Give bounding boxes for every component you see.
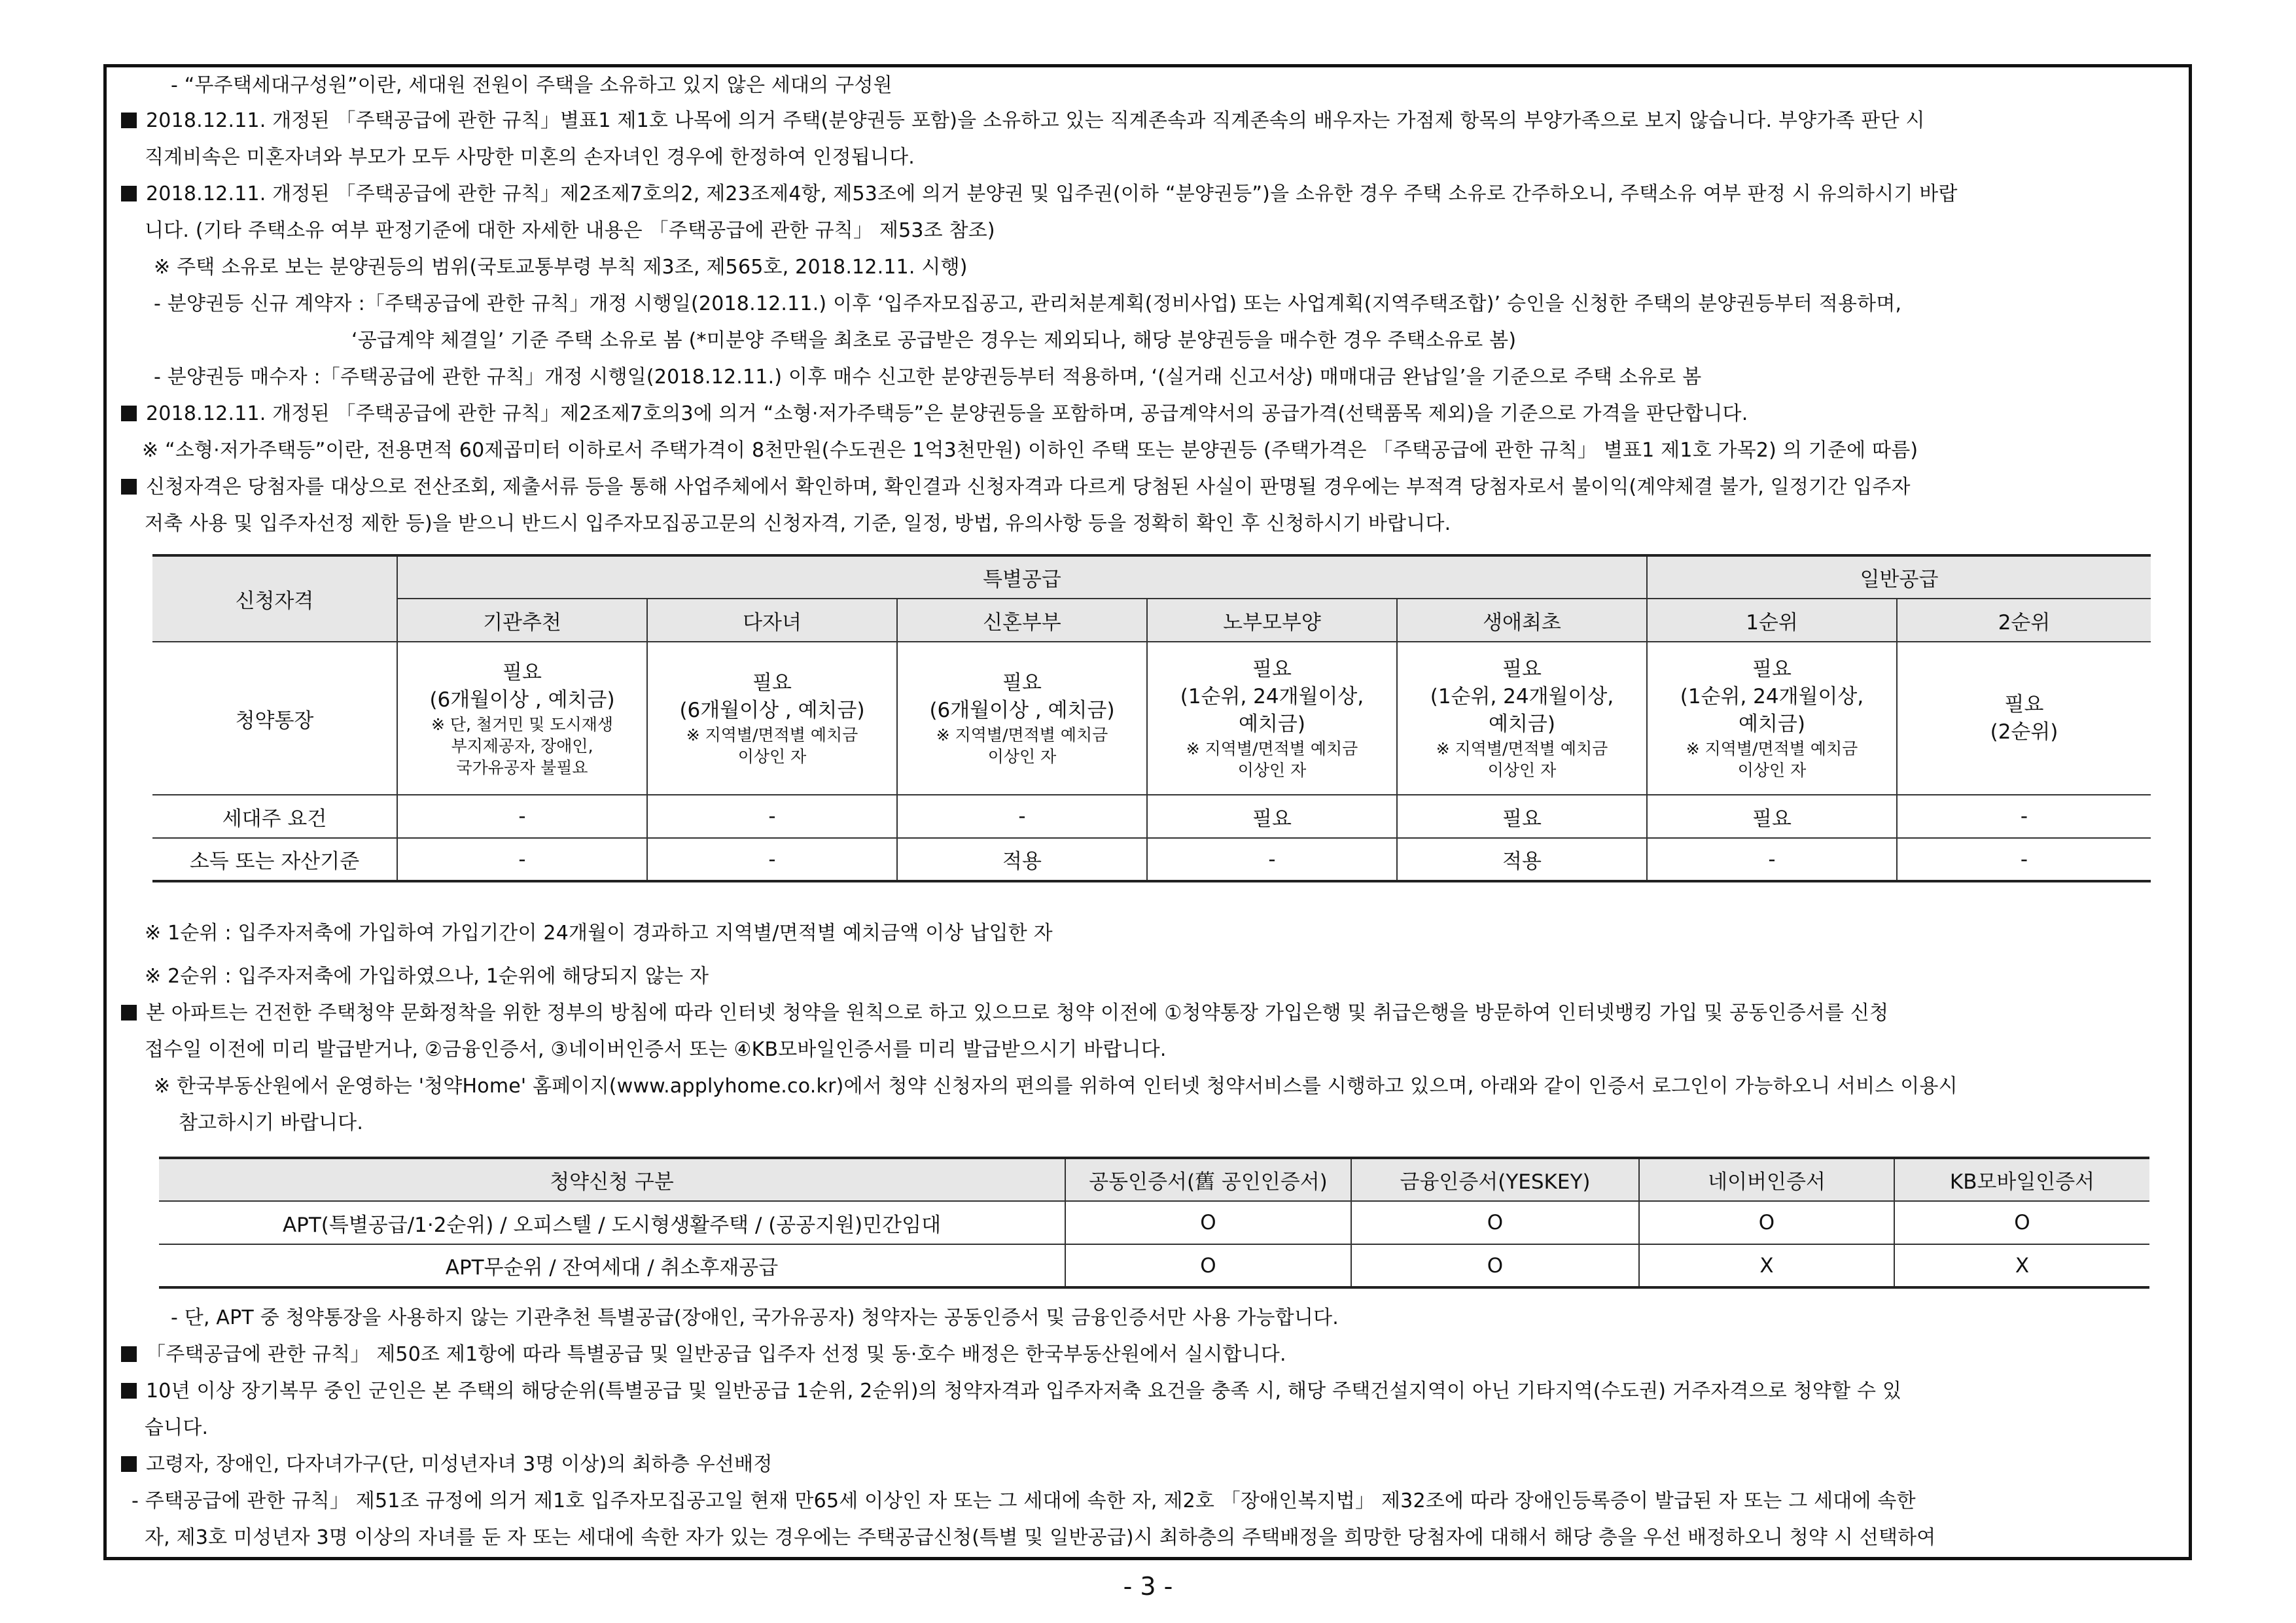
table-cell: -: [647, 838, 897, 881]
text-line: - “무주택세대구성원”이란, 세대원 전원이 주택을 소유하고 있지 않은 세대의 구성원: [171, 74, 892, 97]
table-cell: O: [1639, 1201, 1894, 1244]
bullet-line: 「주택공급에 관한 규칙」 제50조 제1항에 따라 특별공급 및 일반공급 입주자 선정 및 동·호수 배정은 한국부동산원에서 실시합니다.: [121, 1342, 1286, 1368]
header-special-supply: 특별공급: [397, 555, 1647, 599]
table-cell: 적용: [1397, 838, 1647, 881]
table-cell: X: [1894, 1244, 2149, 1287]
table-row: [159, 1201, 2149, 1244]
table-cell: 필요: [1147, 795, 1397, 838]
col-header: 생애최초: [1397, 599, 1647, 642]
table-row: [159, 1244, 2149, 1287]
page-number: - 3 -: [1123, 1572, 1173, 1601]
col-header: KB모바일인증서: [1894, 1158, 2149, 1201]
bullet-line: 2018.12.11. 개정된 「주택공급에 관한 규칙」제2조제7호의2, 제23조제4항, 제53조에 의거 분양권 및 입주권(이하 “분양권등”)을 소유한 경우 주택 소유로 간주하오니, 주택소유 여부 판정 시 유의하시기 바랍: [121, 181, 1958, 207]
col-header: 1순위: [1647, 599, 1897, 642]
row-label-income-assets: 소득 또는 자산기준: [152, 838, 397, 881]
col-header: 노부모부양: [1147, 599, 1397, 642]
note-line: ※ 주택 소유로 보는 분양권등의 범위(국토교통부령 부칙 제3조, 제565호, 2018.12.11. 시행): [154, 256, 968, 279]
eligibility-table: [152, 554, 2151, 882]
table-cell: O: [1351, 1201, 1639, 1244]
header-general-supply: 일반공급: [1647, 555, 2151, 599]
table-cell: O: [1351, 1244, 1639, 1287]
note-line: ※ 1순위 : 입주자저축에 가입하여 가입기간이 24개월이 경과하고 지역별/면적별 예치금액 이상 납입한 자: [145, 922, 1053, 945]
row-label-household-head: 세대주 요건: [152, 795, 397, 838]
table-cell: -: [1897, 795, 2151, 838]
certificate-table: [159, 1157, 2149, 1289]
text-line: - 분양권등 매수자 :「주택공급에 관한 규칙」개정 시행일(2018.12.11.) 이후 매수 신고한 분양권등부터 적용하며, ‘(실거래 신고서상) 매매대금 완납일’을 기준으로 주택 소유로 봄: [154, 366, 1702, 389]
bullet-line: 본 아파트는 건전한 주택청약 문화정착을 위한 정부의 방침에 따라 인터넷 청약을 원칙으로 하고 있으므로 청약 이전에 ①청약통장 가입은행 및 취급은행을 방문하여 인터넷뱅킹 가입 및 공동인증서를 신청: [121, 1000, 1888, 1026]
square-bullet-icon: [121, 406, 137, 421]
table-cell: -: [1647, 838, 1897, 881]
col-header: 청약신청 구분: [159, 1158, 1065, 1201]
square-bullet-icon: [121, 1383, 137, 1399]
table-cell: O: [1065, 1201, 1351, 1244]
bullet-line: 신청자격은 당첨자를 대상으로 전산조회, 제출서류 등을 통해 사업주체에서 확인하며, 확인결과 신청자격과 다르게 당첨된 사실이 판명될 경우에는 부적격 당첨자로서 불이익(계약체결 불가, 일정기간 입주자: [121, 474, 1911, 500]
table-cell: 필요 (6개월이상 , 예치금) ※ 지역별/면적별 예치금 이상인 자: [647, 642, 897, 795]
text-line: 자, 제3호 미성년자 3명 이상의 자녀를 둔 자 또는 세대에 속한 자가 있는 경우에는 주택공급신청(특별 및 일반공급)시 최하층의 주택배정을 희망한 당첨자에 대해서 해당 층을 우선 배정하오니 청약 시 선택하여: [145, 1526, 1936, 1549]
square-bullet-icon: [121, 186, 137, 201]
table-cell: APT무순위 / 잔여세대 / 취소후재공급: [159, 1244, 1065, 1287]
col-header: 다자녀: [647, 599, 897, 642]
table-cell: O: [1065, 1244, 1351, 1287]
header-eligibility: 신청자격: [152, 555, 397, 642]
note-line: ※ 한국부동산원에서 운영하는 '청약Home' 홈페이지(www.applyhome.co.kr)에서 청약 신청자의 편의를 위하여 인터넷 청약서비스를 시행하고 있으며, 아래와 같이 인증서 로그인이 가능하오니 서비스 이용시: [154, 1075, 1958, 1098]
bullet-line: 2018.12.11. 개정된 「주택공급에 관한 규칙」제2조제7호의3에 의거 “소형·저가주택등”은 분양권등을 포함하며, 공급계약서의 공급가격(선택품목 제외)을 기준으로 가격을 판단합니다.: [121, 401, 1748, 427]
table-cell: 필요 (1순위, 24개월이상, 예치금) ※ 지역별/면적별 예치금 이상인 자: [1147, 642, 1397, 795]
table-cell: APT(특별공급/1·2순위) / 오피스텔 / 도시형생활주택 / (공공지원)민간임대: [159, 1201, 1065, 1244]
table-cell: 필요 (6개월이상 , 예치금) ※ 지역별/면적별 예치금 이상인 자: [897, 642, 1147, 795]
text-line: - 분양권등 신규 계약자 :「주택공급에 관한 규칙」개정 시행일(2018.12.11.) 이후 ‘입주자모집공고, 관리처분계획(정비사업) 또는 사업계획(지역주택조합)’ 승인을 신청한 주택의 분양권등부터 적용하며,: [154, 292, 1902, 315]
table-cell: 필요: [1647, 795, 1897, 838]
square-bullet-icon: [121, 113, 137, 128]
table-cell: X: [1639, 1244, 1894, 1287]
text-line: 니다. (기타 주택소유 여부 판정기준에 대한 자세한 내용은 「주택공급에 관한 규칙」 제53조 참조): [145, 219, 995, 242]
table-cell: -: [397, 795, 647, 838]
square-bullet-icon: [121, 1456, 137, 1472]
table-cell: 필요 (6개월이상 , 예치금) ※ 단, 철거민 및 도시재생 부지제공자, 장애인, 국가유공자 불필요: [397, 642, 647, 795]
table-cell: -: [647, 795, 897, 838]
table-cell: 필요 (1순위, 24개월이상, 예치금) ※ 지역별/면적별 예치금 이상인 자: [1647, 642, 1897, 795]
table-cell: -: [397, 838, 647, 881]
text-line: 접수일 이전에 미리 발급받거나, ②금융인증서, ③네이버인증서 또는 ④KB모바일인증서를 미리 발급받으시기 바랍니다.: [145, 1038, 1167, 1061]
table-cell: 필요 (2순위): [1897, 642, 2151, 795]
note-line: ※ 2순위 : 입주자저축에 가입하였으나, 1순위에 해당되지 않는 자: [145, 965, 709, 988]
text-line: - 단, APT 중 청약통장을 사용하지 않는 기관추천 특별공급(장애인, 국가유공자) 청약자는 공동인증서 및 금융인증서만 사용 가능합니다.: [171, 1306, 1339, 1329]
table-cell: -: [1897, 838, 2151, 881]
col-header: 공동인증서(舊 공인인증서): [1065, 1158, 1351, 1201]
table-cell: -: [1147, 838, 1397, 881]
row-label-subscription-account: 청약통장: [152, 642, 397, 795]
bullet-line: 2018.12.11. 개정된 「주택공급에 관한 규칙」별표1 제1호 나목에 의거 주택(분양권등 포함)을 소유하고 있는 직계존속과 직계존속의 배우자는 가점제 항목의 부양가족으로 보지 않습니다. 부양가족 판단 시: [121, 108, 1925, 134]
col-header: 신혼부부: [897, 599, 1147, 642]
text-line: ‘공급계약 체결일’ 기준 주택 소유로 봄 (*미분양 주택을 최초로 공급받은 경우는 제외되나, 해당 분양권등을 매수한 경우 주택소유로 봄): [351, 329, 1517, 352]
document-frame: [103, 64, 2192, 1560]
text-line: 습니다.: [145, 1416, 209, 1439]
table-cell: 필요: [1397, 795, 1647, 838]
table-cell: O: [1894, 1201, 2149, 1244]
square-bullet-icon: [121, 1005, 137, 1021]
bullet-line: 고령자, 장애인, 다자녀가구(단, 미성년자녀 3명 이상)의 최하층 우선배정: [121, 1452, 773, 1478]
col-header: 금융인증서(YESKEY): [1351, 1158, 1639, 1201]
col-header: 네이버인증서: [1639, 1158, 1894, 1201]
col-header: 기관추천: [397, 599, 647, 642]
table-cell: 적용: [897, 838, 1147, 881]
text-line: 참고하시기 바랍니다.: [179, 1111, 364, 1134]
square-bullet-icon: [121, 1346, 137, 1362]
table-cell: -: [897, 795, 1147, 838]
table-cell: 필요 (1순위, 24개월이상, 예치금) ※ 지역별/면적별 예치금 이상인 자: [1397, 642, 1647, 795]
text-line: 직계비속은 미혼자녀와 부모가 모두 사망한 미혼의 손자녀인 경우에 한정하여 인정됩니다.: [145, 146, 915, 169]
col-header: 2순위: [1897, 599, 2151, 642]
text-line: 저축 사용 및 입주자선정 제한 등)을 받으니 반드시 입주자모집공고문의 신청자격, 기준, 일정, 방법, 유의사항 등을 정확히 확인 후 신청하시기 바랍니다.: [145, 512, 1451, 535]
bullet-line: 10년 이상 장기복무 중인 군인은 본 주택의 해당순위(특별공급 및 일반공급 1순위, 2순위)의 청약자격과 입주자저축 요건을 충족 시, 해당 주택건설지역이 아닌 기타지역(수도권) 거주자격으로 청약할 수 있: [121, 1378, 1901, 1405]
note-line: ※ “소형·저가주택등”이란, 전용면적 60제곱미터 이하로서 주택가격이 8천만원(수도권은 1억3천만원) 이하인 주택 또는 분양권등 (주택가격은 「주택공급에 관한 규칙」 별표1 제1호 가목2) 의 기준에 따름): [142, 439, 1918, 462]
square-bullet-icon: [121, 479, 137, 495]
text-line: - 주택공급에 관한 규칙」 제51조 규정에 의거 제1호 입주자모집공고일 현재 만65세 이상인 자 또는 그 세대에 속한 자, 제2호 「장애인복지법」 제32조에 따라 장애인등록증이 발급된 자 또는 그 세대에 속한: [132, 1490, 1916, 1512]
